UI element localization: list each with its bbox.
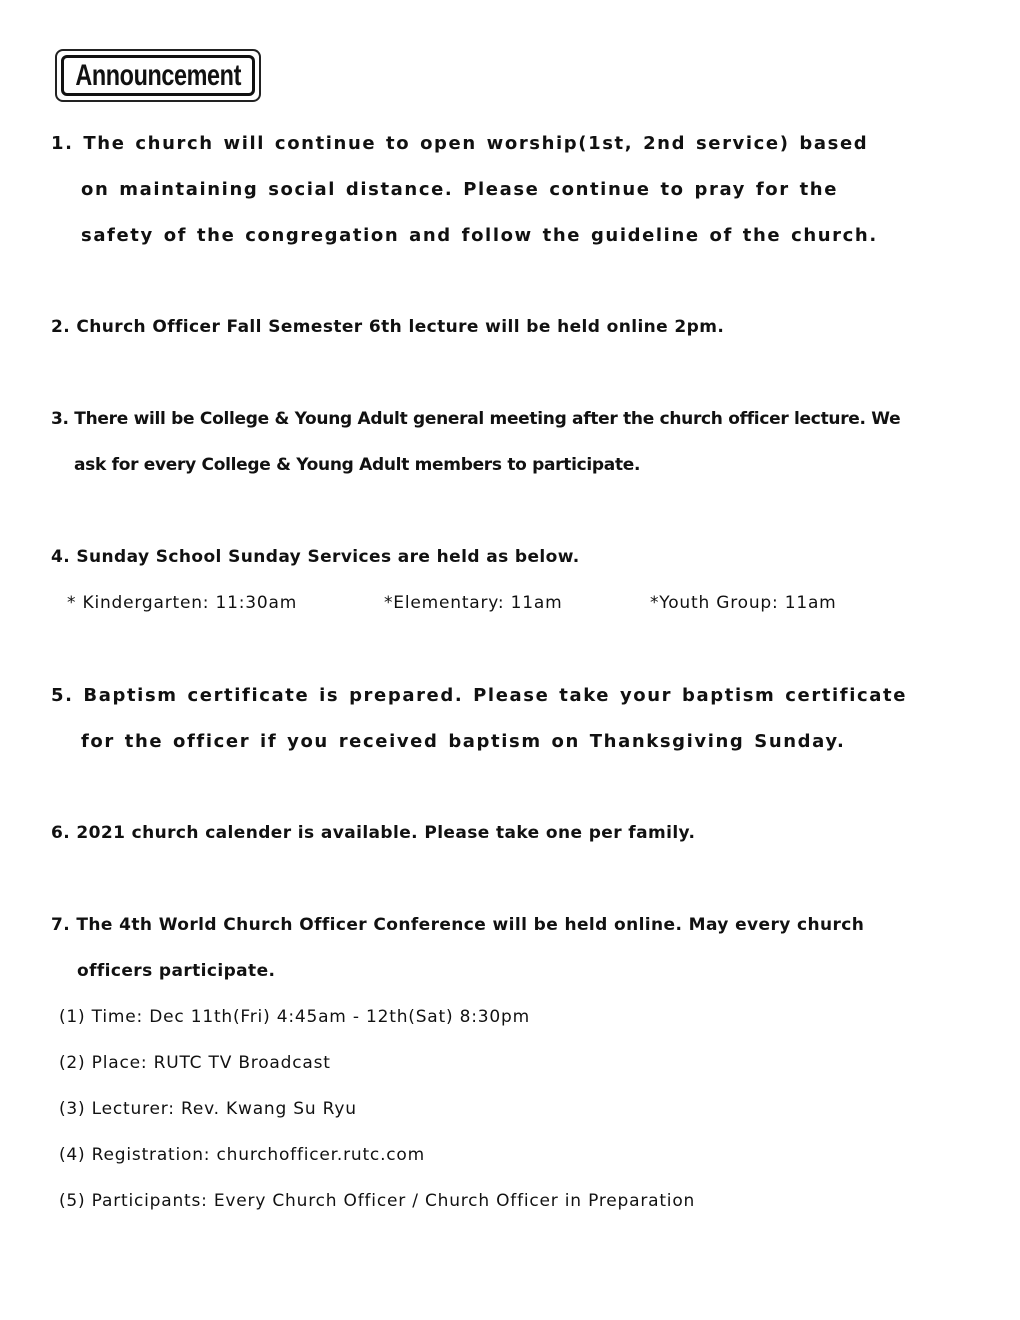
announcement-5-line-2: for the officer if you received baptism on Thanksgiving Sunday. [81,731,846,752]
schedule-youth-group: *Youth Group: 11am [650,593,837,613]
schedule-elementary: *Elementary: 11am [384,593,563,613]
conference-participants: (5) Participants: Every Church Officer / Church Officer in Preparation [59,1191,696,1211]
conference-place: (2) Place: RUTC TV Broadcast [59,1053,331,1073]
announcement-6: 6. 2021 church calender is available. Please take one per family. [51,823,696,843]
announcement-7-line-1: 7. The 4th World Church Officer Conference will be held online. May every church [51,915,865,935]
announcement-5-line-1: 5. Baptism certificate is prepared. Please take your baptism certificate [51,685,908,706]
announcement-title-frame [61,55,255,96]
announcement-1-line-2: on maintaining social distance. Please continue to pray for the [81,179,839,200]
announcement-7-line-2: officers participate. [77,961,276,981]
announcement-1-line-1: 1. The church will continue to open worship(1st, 2nd service) based [51,133,869,154]
announcement-3-line-1: 3. There will be College & Young Adult general meeting after the church officer lecture. We [51,409,901,429]
schedule-kindergarten: * Kindergarten: 11:30am [67,593,298,613]
announcement-1-line-3: safety of the congregation and follow the guideline of the church. [81,225,878,246]
conference-registration: (4) Registration: churchofficer.rutc.com [59,1145,425,1165]
conference-time: (1) Time: Dec 11th(Fri) 4:45am - 12th(Sat) 8:30pm [59,1007,530,1027]
announcement-3-line-2: ask for every College & Young Adult members to participate. [74,455,641,475]
announcement-2: 2. Church Officer Fall Semester 6th lecture will be held online 2pm. [51,317,725,337]
announcement-4-heading: 4. Sunday School Sunday Services are held as below. [51,547,580,567]
page-title: Announcement [75,58,241,92]
announcement-title-box [55,49,261,102]
conference-lecturer: (3) Lecturer: Rev. Kwang Su Ryu [59,1099,357,1119]
